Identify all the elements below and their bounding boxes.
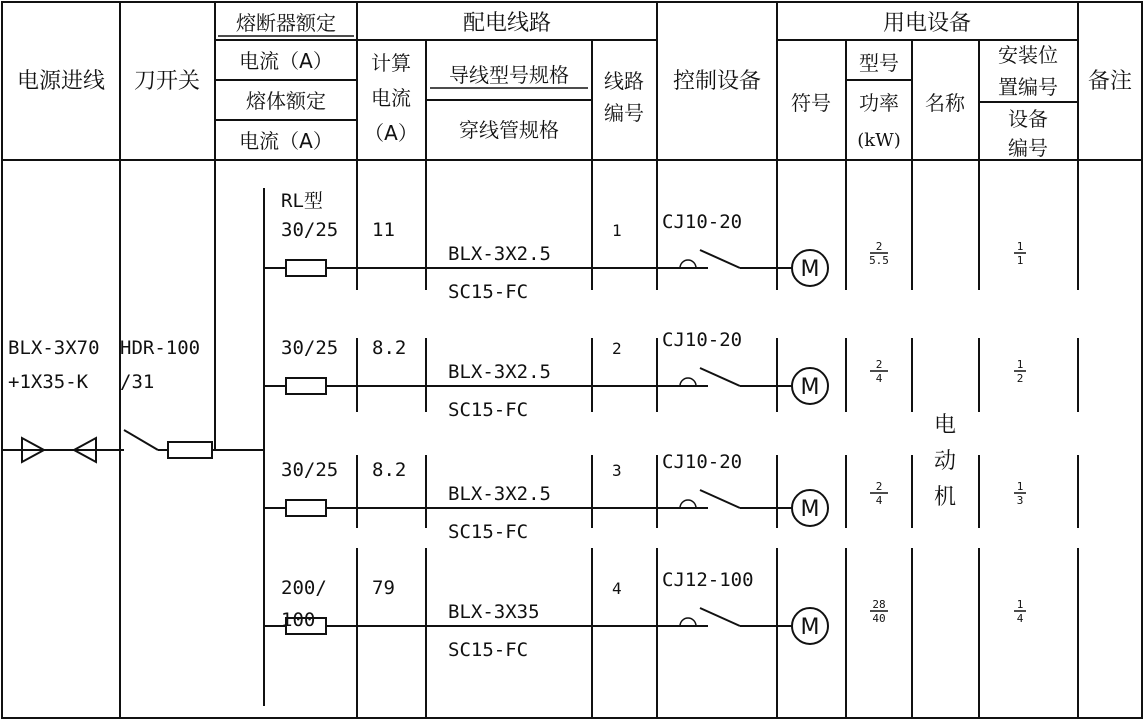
conduit-spec: SC15-FC — [448, 399, 529, 421]
incoming-cable-line-1: BLX-3X70 — [8, 337, 100, 359]
wire-spec: BLX-3X2.5 — [448, 483, 551, 505]
header-wire-spec: 导线型号规格 — [449, 63, 569, 87]
power-fraction-bottom: 5.5 — [869, 254, 889, 267]
fuse-rating: 200/ — [281, 577, 327, 599]
position-fraction-top: 1 — [1016, 598, 1024, 611]
fuse-icon — [286, 260, 326, 276]
control-device: CJ10-20 — [662, 329, 743, 351]
incoming-supply — [2, 188, 323, 706]
header-fuse-rated: 熔断器额定 — [236, 11, 336, 35]
wire-spec: BLX-3X2.5 — [448, 243, 551, 265]
line-number: 1 — [612, 221, 622, 240]
wire-spec: BLX-3X35 — [448, 601, 540, 623]
header-distribution-line: 配电线路 — [462, 11, 552, 36]
header-install-pos-1: 安装位 — [998, 43, 1058, 67]
header-melt-current: 电流（A） — [239, 129, 333, 153]
header-equipment: 用电设备 — [882, 11, 972, 36]
header-control-device: 控制设备 — [672, 69, 762, 94]
contactor-blade-icon — [700, 250, 740, 268]
calc-current: 8.2 — [372, 459, 407, 481]
power-fraction-top: 2 — [875, 358, 883, 371]
motor-symbol: M — [800, 257, 820, 282]
header-device-no-2: 编号 — [1008, 136, 1048, 160]
header-calc-current-3: （A） — [364, 121, 418, 145]
wire-spec: BLX-3X2.5 — [448, 361, 551, 383]
power-fraction-bottom: 40 — [872, 612, 886, 625]
incoming-cable-line-2: +1X35-K — [8, 371, 89, 393]
table-header — [17, 11, 1132, 160]
contactor-contact-icon — [680, 260, 696, 268]
contactor-contact-icon — [680, 378, 696, 386]
main-fuse-icon — [168, 442, 212, 458]
fuse-rating: 30/25 — [281, 337, 339, 359]
position-fraction-bottom: 1 — [1016, 254, 1024, 267]
header-melt-rated: 熔体额定 — [246, 89, 326, 113]
header-line-no-1: 线路 — [604, 69, 644, 93]
header-remark: 备注 — [1087, 69, 1133, 94]
motor-symbol: M — [800, 615, 820, 640]
header-install-pos-2: 置编号 — [998, 75, 1058, 99]
line-number: 4 — [612, 579, 622, 598]
fuse-rating: 30/25 — [281, 219, 339, 241]
position-fraction-bottom: 2 — [1016, 372, 1024, 385]
header-power-2: (kW) — [857, 130, 901, 151]
header-knife-switch: 刀开关 — [133, 69, 201, 94]
contactor-blade-icon — [700, 368, 740, 386]
fuse-icon — [286, 500, 326, 516]
conduit-spec: SC15-FC — [448, 281, 529, 303]
knife-switch-icon — [124, 430, 158, 450]
header-calc-current-1: 计算 — [371, 51, 411, 75]
calc-current: 11 — [372, 219, 395, 241]
line-number: 3 — [612, 461, 622, 480]
equipment-name-char: 电 — [933, 413, 957, 438]
power-fraction-bottom: 4 — [875, 494, 883, 507]
contactor-blade-icon — [700, 490, 740, 508]
fuse-rating-2: 100 — [281, 609, 316, 631]
control-device: CJ10-20 — [662, 211, 743, 233]
fuse-icon — [286, 378, 326, 394]
header-fuse-current: 电流（A） — [239, 49, 333, 73]
header-model: 型号 — [859, 51, 899, 75]
fuse-type-label: RL型 — [281, 190, 323, 212]
power-fraction-top: 28 — [872, 598, 886, 611]
position-fraction-bottom: 3 — [1016, 494, 1024, 507]
position-fraction-top: 1 — [1016, 480, 1024, 493]
position-fraction-top: 1 — [1016, 240, 1024, 253]
equipment-name-char: 动 — [933, 449, 957, 474]
position-fraction-top: 1 — [1016, 358, 1024, 371]
header-power-1: 功率 — [859, 91, 899, 115]
knife-switch-model: HDR-100 — [120, 337, 201, 359]
header-power-in: 电源进线 — [16, 69, 106, 94]
header-symbol: 符号 — [791, 91, 831, 115]
header-calc-current-2: 电流 — [371, 86, 411, 110]
equipment-name-char: 机 — [933, 485, 957, 510]
control-device: CJ12-100 — [662, 569, 754, 591]
power-fraction-top: 2 — [875, 480, 883, 493]
control-device: CJ10-20 — [662, 451, 743, 473]
motor-symbol: M — [800, 497, 820, 522]
power-fraction-bottom: 4 — [875, 372, 883, 385]
knife-switch-model-2: /31 — [120, 371, 155, 393]
header-conduit-spec: 穿线管规格 — [459, 118, 559, 142]
contactor-blade-icon — [700, 608, 740, 626]
equipment-name — [934, 413, 956, 510]
fuse-rating: 30/25 — [281, 459, 339, 481]
calc-current: 79 — [372, 577, 395, 599]
power-fraction-top: 2 — [875, 240, 883, 253]
contactor-contact-icon — [680, 500, 696, 508]
conduit-spec: SC15-FC — [448, 521, 529, 543]
table-grid — [2, 2, 1142, 718]
header-name: 名称 — [925, 91, 965, 115]
position-fraction-bottom: 4 — [1016, 612, 1024, 625]
header-line-no-2: 编号 — [604, 101, 644, 125]
line-number: 2 — [612, 339, 622, 358]
motor-symbol: M — [800, 375, 820, 400]
calc-current: 8.2 — [372, 337, 407, 359]
header-device-no-1: 设备 — [1008, 107, 1048, 131]
conduit-spec: SC15-FC — [448, 639, 529, 661]
contactor-contact-icon — [680, 618, 696, 626]
